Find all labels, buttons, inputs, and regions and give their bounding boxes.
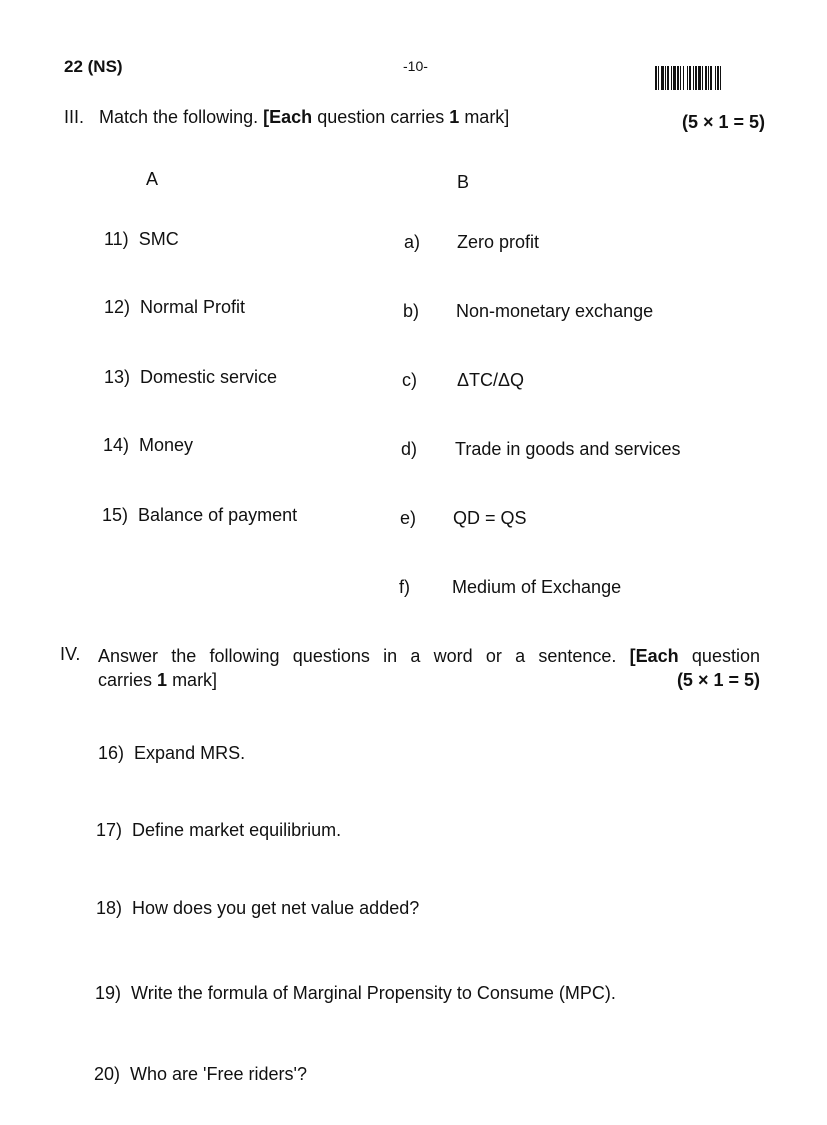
- item-text: SMC: [138, 229, 179, 249]
- col-b-text: Trade in goods and services: [455, 439, 681, 459]
- section-4-marks: (5 × 1 = 5): [676, 670, 760, 690]
- item-text: Money: [139, 435, 194, 455]
- section-4-instruction: [98, 644, 760, 692]
- question-text: Write the formula of Marginal Propensity to Consume (MPC).: [131, 983, 616, 1003]
- col-b-text: Zero profit: [457, 232, 540, 252]
- col-a-item: [102, 505, 297, 526]
- section-4-line-1-bold: [Each: [629, 646, 679, 666]
- item-text: Balance of payment: [138, 505, 298, 525]
- question-text: How does you get net value added?: [132, 898, 420, 918]
- question-number: 16): [98, 743, 125, 763]
- section-3-heading: [64, 107, 509, 128]
- col-b-text: QD = QS: [453, 508, 527, 528]
- col-b-text: ΔTC/ΔQ: [457, 370, 525, 390]
- col-a-item: [104, 367, 277, 388]
- section-3-instruction-bold: [Each: [263, 107, 313, 127]
- section-3-numeral: III.: [64, 107, 85, 127]
- item-number: 12): [104, 297, 131, 317]
- question-number: 19): [95, 983, 122, 1003]
- col-b-text: Medium of Exchange: [452, 577, 622, 597]
- item-number: 15): [102, 505, 129, 525]
- column-b-header: B: [457, 172, 470, 192]
- item-text: Normal Profit: [140, 297, 246, 317]
- item-number: 14): [103, 435, 130, 455]
- col-a-item: [103, 435, 193, 456]
- section-3-instruction-rest: question carries: [317, 107, 445, 127]
- col-b-letter: c): [402, 370, 417, 390]
- question-number: 20): [94, 1064, 121, 1084]
- question-item: [96, 820, 341, 841]
- column-a-header: A: [146, 169, 159, 189]
- item-text: Domestic service: [140, 367, 278, 387]
- col-b-letter: f): [399, 577, 410, 597]
- section-3-marks: (5 × 1 = 5): [682, 112, 766, 132]
- paper-code: 22 (NS): [64, 57, 123, 76]
- question-number: 18): [96, 898, 123, 918]
- barcode-bar: [721, 66, 723, 90]
- col-b-letter: e): [400, 508, 417, 528]
- question-item: [95, 983, 616, 1004]
- section-4-line-1-end: question: [691, 646, 760, 666]
- section-3-instruction: Match the following.: [99, 107, 259, 127]
- section-4-numeral: IV.: [60, 644, 81, 664]
- section-4-line-2-bold: 1: [157, 670, 168, 690]
- section-4-line-2-text: [98, 668, 217, 692]
- question-text: Expand MRS.: [134, 743, 246, 763]
- page-number: -10-: [403, 58, 428, 74]
- question-text: Who are 'Free riders'?: [130, 1064, 307, 1084]
- item-number: 13): [104, 367, 131, 387]
- barcode: [655, 66, 767, 90]
- question-number: 17): [96, 820, 123, 840]
- col-a-item: [104, 297, 245, 318]
- section-4-line-2: [98, 668, 760, 692]
- section-4-line-1-text: Answer the following questions in a word or a sentence.: [98, 646, 617, 666]
- section-4-line-2-start: carries: [98, 670, 153, 690]
- section-4-line-1: [98, 644, 760, 668]
- question-text: Define market equilibrium.: [132, 820, 342, 840]
- question-item: [96, 898, 419, 919]
- col-b-letter: a): [404, 232, 421, 252]
- section-4-line-2-end: mark]: [172, 670, 218, 690]
- col-b-letter: d): [401, 439, 418, 459]
- question-item: [94, 1064, 307, 1085]
- col-a-item: [104, 229, 179, 250]
- section-3-instruction-end: mark]: [464, 107, 510, 127]
- item-number: 11): [104, 229, 129, 249]
- question-item: [98, 743, 245, 764]
- section-3-instruction-bold-2: 1: [449, 107, 460, 127]
- col-b-letter: b): [403, 301, 420, 321]
- col-b-text: Non-monetary exchange: [456, 301, 654, 321]
